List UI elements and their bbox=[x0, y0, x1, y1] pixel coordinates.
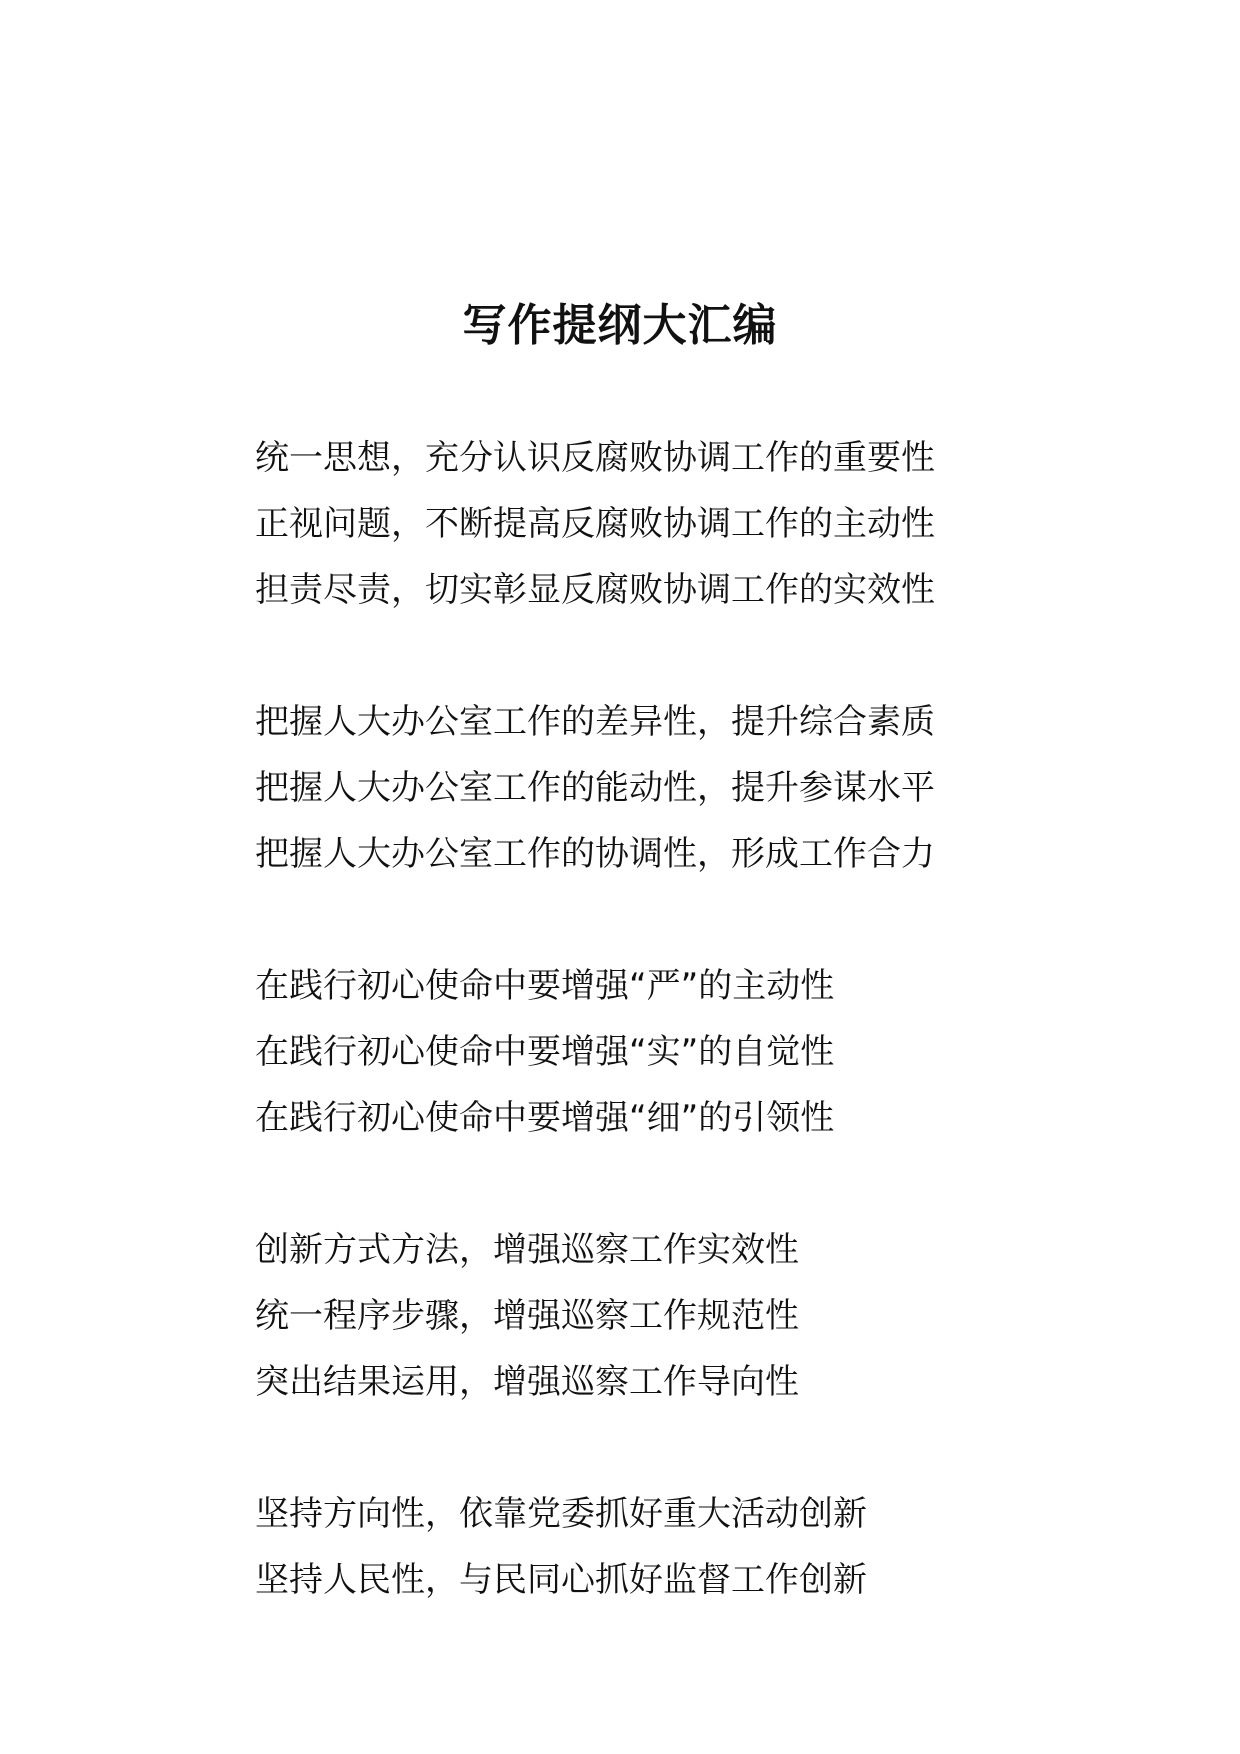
outline-line: 正视问题，不断提高反腐败协调工作的主动性 bbox=[255, 504, 935, 544]
document-title: 写作提纲大汇编 bbox=[462, 300, 778, 351]
outline-line: 担责尽责，切实彰显反腐败协调工作的实效性 bbox=[255, 570, 935, 610]
outline-line: 在践行初心使命中要增强“细”的引领性 bbox=[255, 1098, 835, 1138]
outline-line: 统一思想，充分认识反腐败协调工作的重要性 bbox=[255, 438, 935, 478]
outline-group-1 bbox=[255, 425, 1195, 623]
outline-line: 统一程序步骤，增强巡察工作规范性 bbox=[255, 1296, 799, 1336]
outline-line: 坚持人民性，与民同心抓好监督工作创新 bbox=[255, 1560, 867, 1600]
outline-group-5 bbox=[255, 1481, 1195, 1613]
document-body bbox=[255, 425, 1195, 1679]
outline-line: 突出结果运用，增强巡察工作导向性 bbox=[255, 1362, 799, 1402]
outline-line: 坚持方向性，依靠党委抓好重大活动创新 bbox=[255, 1494, 867, 1534]
outline-line: 把握人大办公室工作的协调性，形成工作合力 bbox=[255, 834, 935, 874]
outline-line: 把握人大办公室工作的能动性，提升参谋水平 bbox=[255, 768, 935, 808]
outline-line: 把握人大办公室工作的差异性，提升综合素质 bbox=[255, 702, 935, 742]
outline-group-3 bbox=[255, 953, 1195, 1151]
outline-line: 创新方式方法，增强巡察工作实效性 bbox=[255, 1230, 799, 1270]
outline-line: 在践行初心使命中要增强“实”的自觉性 bbox=[255, 1032, 835, 1072]
outline-group-4 bbox=[255, 1217, 1195, 1415]
outline-line: 在践行初心使命中要增强“严”的主动性 bbox=[255, 966, 835, 1006]
outline-group-2 bbox=[255, 689, 1195, 887]
